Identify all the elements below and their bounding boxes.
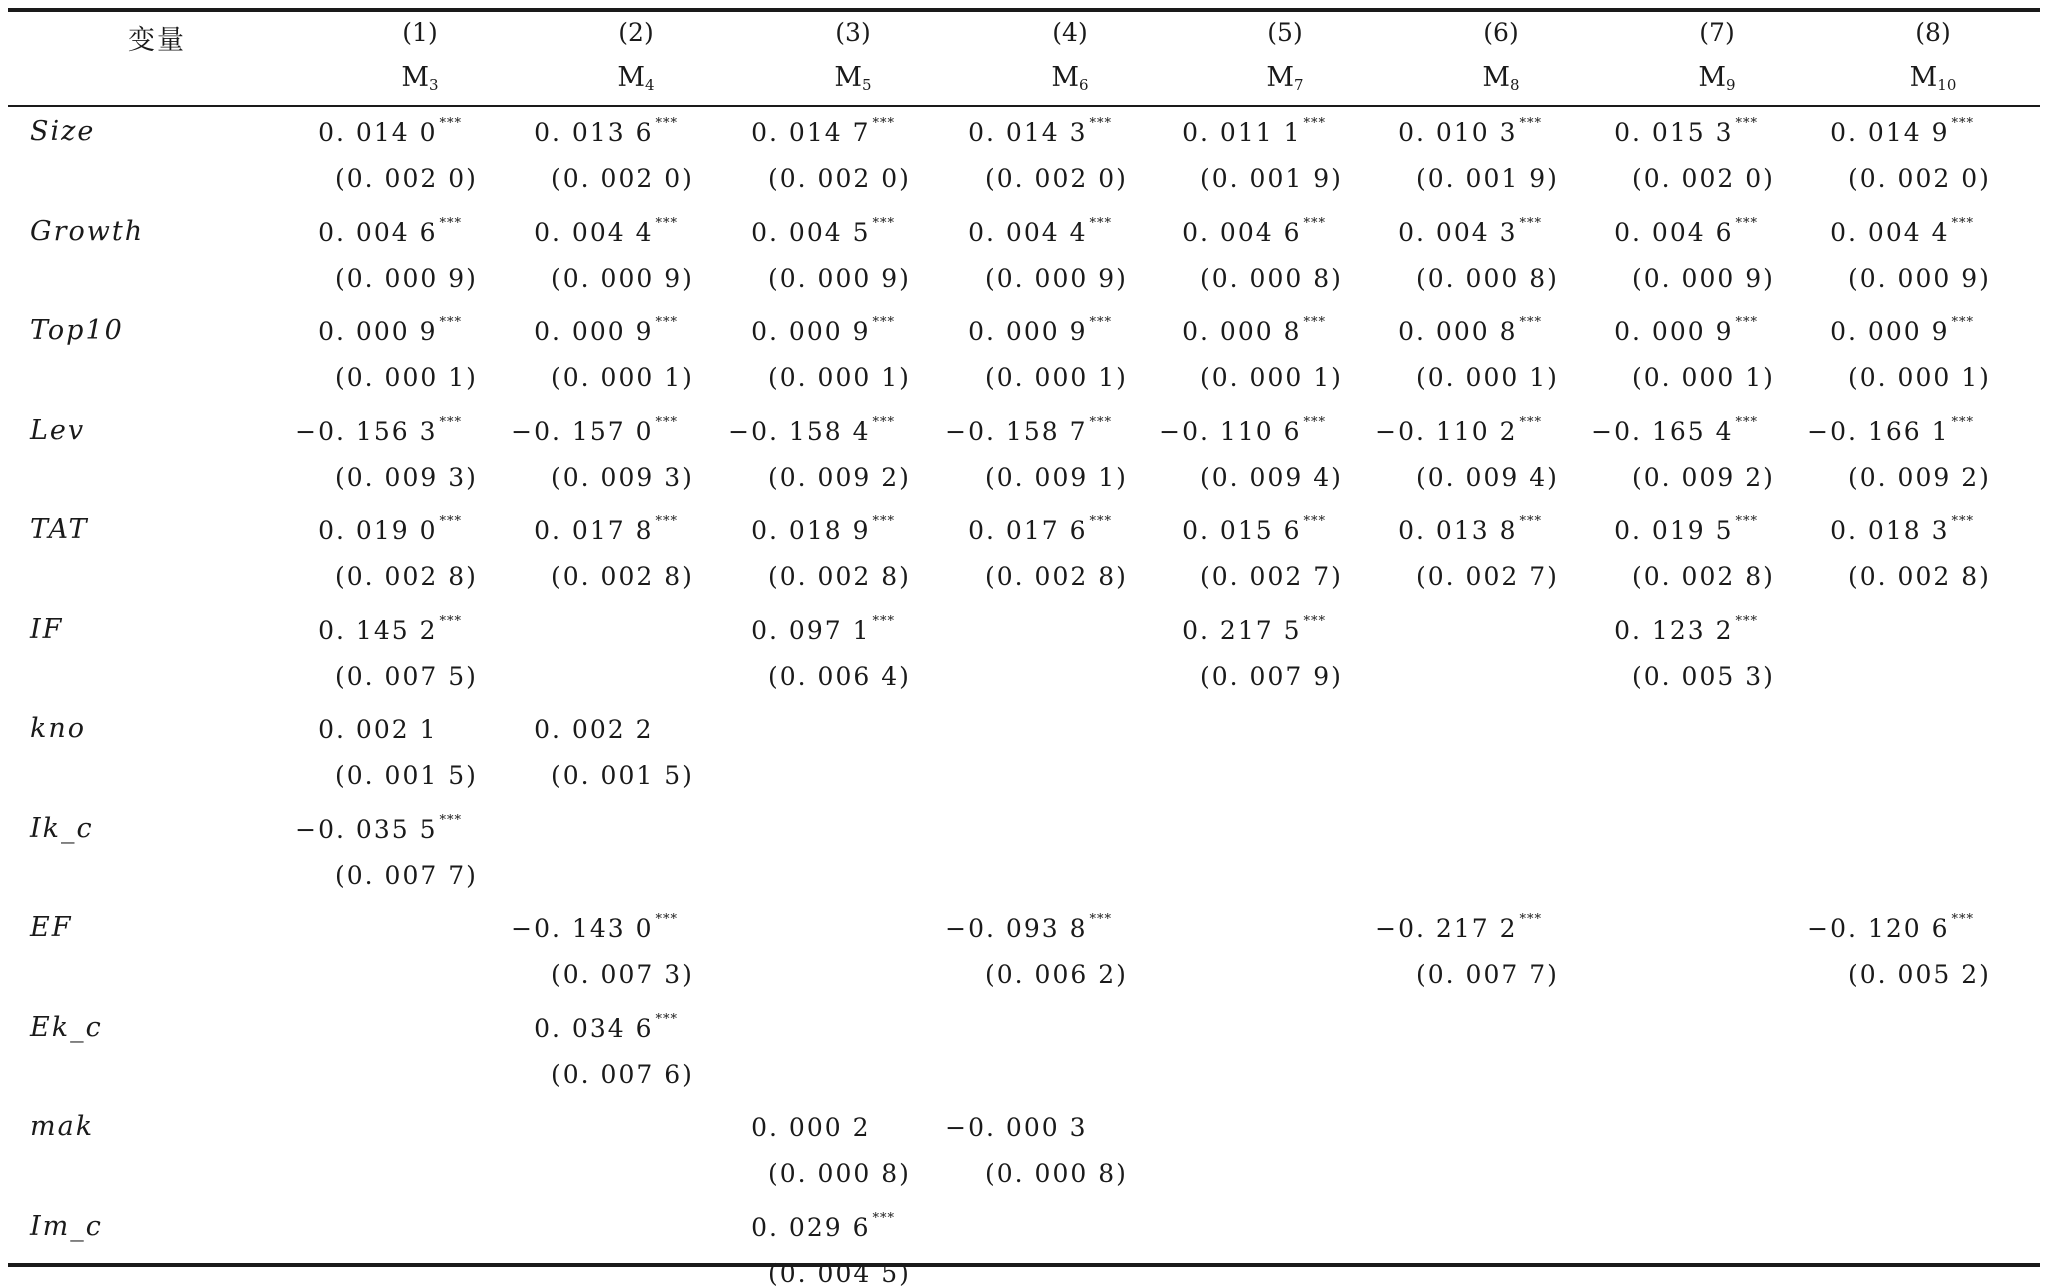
coefficient-cell: 0. 018 3 *** xyxy=(1830,514,1974,545)
std-error-cell: (0. 002 8) xyxy=(1848,562,1991,591)
std-error-cell: (0. 000 8) xyxy=(1200,263,1343,293)
coefficient-cell: 0. 019 0 *** xyxy=(318,514,462,545)
coefficient-cell: 0. 002 2 xyxy=(534,715,654,744)
significance-stars: *** xyxy=(1951,315,1974,330)
std-error-cell: (0. 002 8) xyxy=(985,562,1128,591)
std-error-cell: (0. 002 0) xyxy=(1848,164,1991,193)
std-error-cell: (0. 007 9) xyxy=(1200,661,1343,691)
coefficient-cell: 0. 123 2 *** xyxy=(1614,613,1758,645)
coefficient-cell: −0. 217 2 *** xyxy=(1375,912,1542,943)
significance-stars: *** xyxy=(655,514,678,529)
column-number: (2) xyxy=(618,18,654,47)
column-number: (5) xyxy=(1267,18,1303,47)
std-error-cell: (0. 000 8) xyxy=(768,1159,911,1188)
std-error-cell: (0. 004 5) xyxy=(768,1258,911,1288)
significance-stars: *** xyxy=(655,1011,678,1027)
coefficient-cell: 0. 018 9 *** xyxy=(751,514,895,545)
std-error-cell: (0. 007 5) xyxy=(335,661,478,691)
coefficient-cell: 0. 000 2 xyxy=(751,1113,871,1142)
coefficient-cell: 0. 000 9 *** xyxy=(318,315,462,346)
variable-name: Top10 xyxy=(30,315,124,346)
significance-stars: *** xyxy=(655,912,678,927)
significance-stars: *** xyxy=(1951,215,1974,231)
std-error-cell: (0. 001 5) xyxy=(335,761,478,790)
coefficient-cell: 0. 000 9 *** xyxy=(534,315,678,346)
std-error-cell: (0. 000 1) xyxy=(1200,363,1343,392)
coefficient-cell: 0. 013 8 *** xyxy=(1398,514,1542,545)
significance-stars: *** xyxy=(872,315,895,330)
significance-stars: *** xyxy=(1951,514,1974,529)
coefficient-cell: −0. 110 2 *** xyxy=(1375,414,1542,446)
column-number: (3) xyxy=(835,18,871,47)
std-error-cell: (0. 007 3) xyxy=(551,960,694,989)
significance-stars: *** xyxy=(439,414,462,430)
coefficient-cell: 0. 004 6 *** xyxy=(1614,215,1758,247)
std-error-cell: (0. 007 7) xyxy=(1416,960,1559,989)
std-error-cell: (0. 002 0) xyxy=(551,164,694,193)
std-error-cell: (0. 002 0) xyxy=(1632,164,1775,193)
significance-stars: *** xyxy=(1735,215,1758,231)
significance-stars: *** xyxy=(655,215,678,231)
variable-name: EF xyxy=(30,912,73,943)
coefficient-cell: 0. 013 6 *** xyxy=(534,116,678,147)
significance-stars: *** xyxy=(439,812,462,828)
coefficient-cell: 0. 004 4 *** xyxy=(968,215,1112,247)
coefficient-cell: 0. 014 3 *** xyxy=(968,116,1112,147)
std-error-cell: (0. 009 4) xyxy=(1200,462,1343,492)
significance-stars: *** xyxy=(439,215,462,231)
std-error-cell: (0. 001 5) xyxy=(551,761,694,790)
coefficient-cell: 0. 015 3 *** xyxy=(1614,116,1758,147)
significance-stars: *** xyxy=(1519,514,1542,529)
coefficient-cell: 0. 145 2 *** xyxy=(318,613,462,645)
significance-stars: *** xyxy=(1519,912,1542,927)
model-label: $M_4$ xyxy=(617,62,655,94)
coefficient-cell: 0. 019 5 *** xyxy=(1614,514,1758,545)
significance-stars: *** xyxy=(1951,116,1974,131)
coefficient-cell: −0. 158 4 *** xyxy=(728,414,895,446)
significance-stars: *** xyxy=(439,116,462,131)
std-error-cell: (0. 002 8) xyxy=(551,562,694,591)
std-error-cell: (0. 000 9) xyxy=(985,263,1128,293)
significance-stars: *** xyxy=(1735,116,1758,131)
significance-stars: *** xyxy=(1303,414,1326,430)
variable-name: Growth xyxy=(30,215,145,247)
column-number: (8) xyxy=(1915,18,1951,47)
significance-stars: *** xyxy=(1089,315,1112,330)
coefficient-cell: −0. 120 6 *** xyxy=(1807,912,1974,943)
std-error-cell: (0. 009 3) xyxy=(551,462,694,492)
std-error-cell: (0. 000 8) xyxy=(1416,263,1559,293)
significance-stars: *** xyxy=(1519,215,1542,231)
coefficient-cell: 0. 034 6 *** xyxy=(534,1011,678,1043)
significance-stars: *** xyxy=(1951,912,1974,927)
coefficient-cell: 0. 029 6 *** xyxy=(751,1210,895,1242)
std-error-cell: (0. 006 2) xyxy=(985,960,1128,989)
std-error-cell: (0. 000 9) xyxy=(768,263,911,293)
significance-stars: *** xyxy=(1303,315,1326,330)
coefficient-cell: 0. 010 3 *** xyxy=(1398,116,1542,147)
std-error-cell: (0. 000 1) xyxy=(1416,363,1559,392)
coefficient-cell: 0. 097 1 *** xyxy=(751,613,895,645)
coefficient-cell: −0. 093 8 *** xyxy=(945,912,1112,943)
std-error-cell: (0. 009 2) xyxy=(1848,462,1991,492)
significance-stars: *** xyxy=(1089,912,1112,927)
std-error-cell: (0. 009 2) xyxy=(1632,462,1775,492)
std-error-cell: (0. 000 9) xyxy=(335,263,478,293)
significance-stars: *** xyxy=(1303,215,1326,231)
std-error-cell: (0. 007 7) xyxy=(335,860,478,890)
header-rule xyxy=(8,105,2040,107)
std-error-cell: (0. 002 0) xyxy=(768,164,911,193)
model-label: $M_3$ xyxy=(401,62,439,94)
column-number: (1) xyxy=(402,18,438,47)
coefficient-cell: 0. 004 4 *** xyxy=(534,215,678,247)
significance-stars: *** xyxy=(655,414,678,430)
model-label: $M_6$ xyxy=(1051,62,1089,94)
coefficient-cell: 0. 014 0 *** xyxy=(318,116,462,147)
variable-name: IF xyxy=(30,613,64,645)
std-error-cell: (0. 002 7) xyxy=(1416,562,1559,591)
coefficient-cell: 0. 011 1 *** xyxy=(1182,116,1326,147)
std-error-cell: (0. 002 8) xyxy=(335,562,478,591)
variable-name: Im_c xyxy=(30,1210,103,1242)
coefficient-cell: −0. 035 5 *** xyxy=(295,812,462,844)
std-error-cell: (0. 000 1) xyxy=(985,363,1128,392)
std-error-cell: (0. 009 2) xyxy=(768,462,911,492)
std-error-cell: (0. 006 4) xyxy=(768,661,911,691)
significance-stars: *** xyxy=(439,315,462,330)
std-error-cell: (0. 000 8) xyxy=(985,1159,1128,1188)
variable-header: 变量 xyxy=(128,25,186,56)
std-error-cell: (0. 002 8) xyxy=(1632,562,1775,591)
variable-name: TAT xyxy=(30,514,89,545)
std-error-cell: (0. 000 1) xyxy=(1632,363,1775,392)
variable-name: Ik_c xyxy=(30,812,94,844)
std-error-cell: (0. 007 6) xyxy=(551,1059,694,1089)
std-error-cell: (0. 005 3) xyxy=(1632,661,1775,691)
significance-stars: *** xyxy=(655,116,678,131)
column-number: (7) xyxy=(1699,18,1735,47)
significance-stars: *** xyxy=(1735,315,1758,330)
model-label: $M_8$ xyxy=(1482,62,1520,94)
significance-stars: *** xyxy=(1089,116,1112,131)
coefficient-cell: 0. 004 4 *** xyxy=(1830,215,1974,247)
model-label: $M_{10}$ xyxy=(1909,62,1957,94)
variable-name: Lev xyxy=(30,414,86,446)
significance-stars: *** xyxy=(872,215,895,231)
significance-stars: *** xyxy=(1519,315,1542,330)
std-error-cell: (0. 002 0) xyxy=(335,164,478,193)
significance-stars: *** xyxy=(1089,514,1112,529)
coefficient-cell: −0. 157 0 *** xyxy=(511,414,678,446)
significance-stars: *** xyxy=(872,414,895,430)
model-label: $M_7$ xyxy=(1266,62,1304,94)
std-error-cell: (0. 002 8) xyxy=(768,562,911,591)
coefficient-cell: −0. 165 4 *** xyxy=(1591,414,1758,446)
std-error-cell: (0. 000 1) xyxy=(768,363,911,392)
coefficient-cell: 0. 000 9 *** xyxy=(1614,315,1758,346)
std-error-cell: (0. 000 1) xyxy=(551,363,694,392)
coefficient-cell: 0. 000 8 *** xyxy=(1182,315,1326,346)
significance-stars: *** xyxy=(1303,116,1326,131)
variable-name: Size xyxy=(30,116,96,147)
coefficient-cell: 0. 004 6 *** xyxy=(1182,215,1326,247)
significance-stars: *** xyxy=(872,116,895,131)
significance-stars: *** xyxy=(1303,613,1326,629)
std-error-cell: (0. 009 4) xyxy=(1416,462,1559,492)
significance-stars: *** xyxy=(872,1210,895,1226)
std-error-cell: (0. 002 0) xyxy=(985,164,1128,193)
std-error-cell: (0. 001 9) xyxy=(1200,164,1343,193)
coefficient-cell: 0. 017 6 *** xyxy=(968,514,1112,545)
std-error-cell: (0. 001 9) xyxy=(1416,164,1559,193)
variable-name: mak xyxy=(30,1111,95,1142)
coefficient-cell: 0. 015 6 *** xyxy=(1182,514,1326,545)
model-label: $M_5$ xyxy=(834,62,872,94)
coefficient-cell: 0. 014 7 *** xyxy=(751,116,895,147)
std-error-cell: (0. 009 1) xyxy=(985,462,1128,492)
significance-stars: *** xyxy=(439,514,462,529)
std-error-cell: (0. 000 9) xyxy=(551,263,694,293)
model-label: $M_9$ xyxy=(1698,62,1736,94)
std-error-cell: (0. 002 7) xyxy=(1200,562,1343,591)
coefficient-cell: 0. 002 1 xyxy=(318,715,438,744)
significance-stars: *** xyxy=(1519,116,1542,131)
coefficient-cell: −0. 000 3 xyxy=(945,1113,1088,1142)
significance-stars: *** xyxy=(1089,414,1112,430)
coefficient-cell: 0. 000 8 *** xyxy=(1398,315,1542,346)
significance-stars: *** xyxy=(1735,414,1758,430)
column-number: (6) xyxy=(1483,18,1519,47)
coefficient-cell: 0. 000 9 *** xyxy=(751,315,895,346)
coefficient-cell: −0. 143 0 *** xyxy=(511,912,678,943)
std-error-cell: (0. 000 9) xyxy=(1632,263,1775,293)
coefficient-cell: −0. 110 6 *** xyxy=(1159,414,1326,446)
significance-stars: *** xyxy=(439,613,462,629)
coefficient-cell: 0. 004 3 *** xyxy=(1398,215,1542,247)
std-error-cell: (0. 000 1) xyxy=(1848,363,1991,392)
coefficient-cell: −0. 156 3 *** xyxy=(295,414,462,446)
std-error-cell: (0. 000 9) xyxy=(1848,263,1991,293)
significance-stars: *** xyxy=(1519,414,1542,430)
std-error-cell: (0. 000 1) xyxy=(335,363,478,392)
table-bottom-rule xyxy=(8,1263,2040,1267)
coefficient-cell: 0. 004 5 *** xyxy=(751,215,895,247)
significance-stars: *** xyxy=(655,315,678,330)
column-number: (4) xyxy=(1052,18,1088,47)
std-error-cell: (0. 009 3) xyxy=(335,462,478,492)
coefficient-cell: −0. 158 7 *** xyxy=(945,414,1112,446)
std-error-cell: (0. 005 2) xyxy=(1848,960,1991,989)
significance-stars: *** xyxy=(1735,613,1758,629)
coefficient-cell: 0. 017 8 *** xyxy=(534,514,678,545)
significance-stars: *** xyxy=(1303,514,1326,529)
coefficient-cell: 0. 000 9 *** xyxy=(968,315,1112,346)
significance-stars: *** xyxy=(872,514,895,529)
variable-name: Ek_c xyxy=(30,1011,103,1043)
coefficient-cell: 0. 217 5 *** xyxy=(1182,613,1326,645)
coefficient-cell: 0. 014 9 *** xyxy=(1830,116,1974,147)
coefficient-cell: 0. 000 9 *** xyxy=(1830,315,1974,346)
variable-name: kno xyxy=(30,713,87,744)
coefficient-cell: 0. 004 6 *** xyxy=(318,215,462,247)
significance-stars: *** xyxy=(872,613,895,629)
significance-stars: *** xyxy=(1951,414,1974,430)
significance-stars: *** xyxy=(1089,215,1112,231)
table-top-rule xyxy=(8,8,2040,12)
significance-stars: *** xyxy=(1735,514,1758,529)
coefficient-cell: −0. 166 1 *** xyxy=(1807,414,1974,446)
